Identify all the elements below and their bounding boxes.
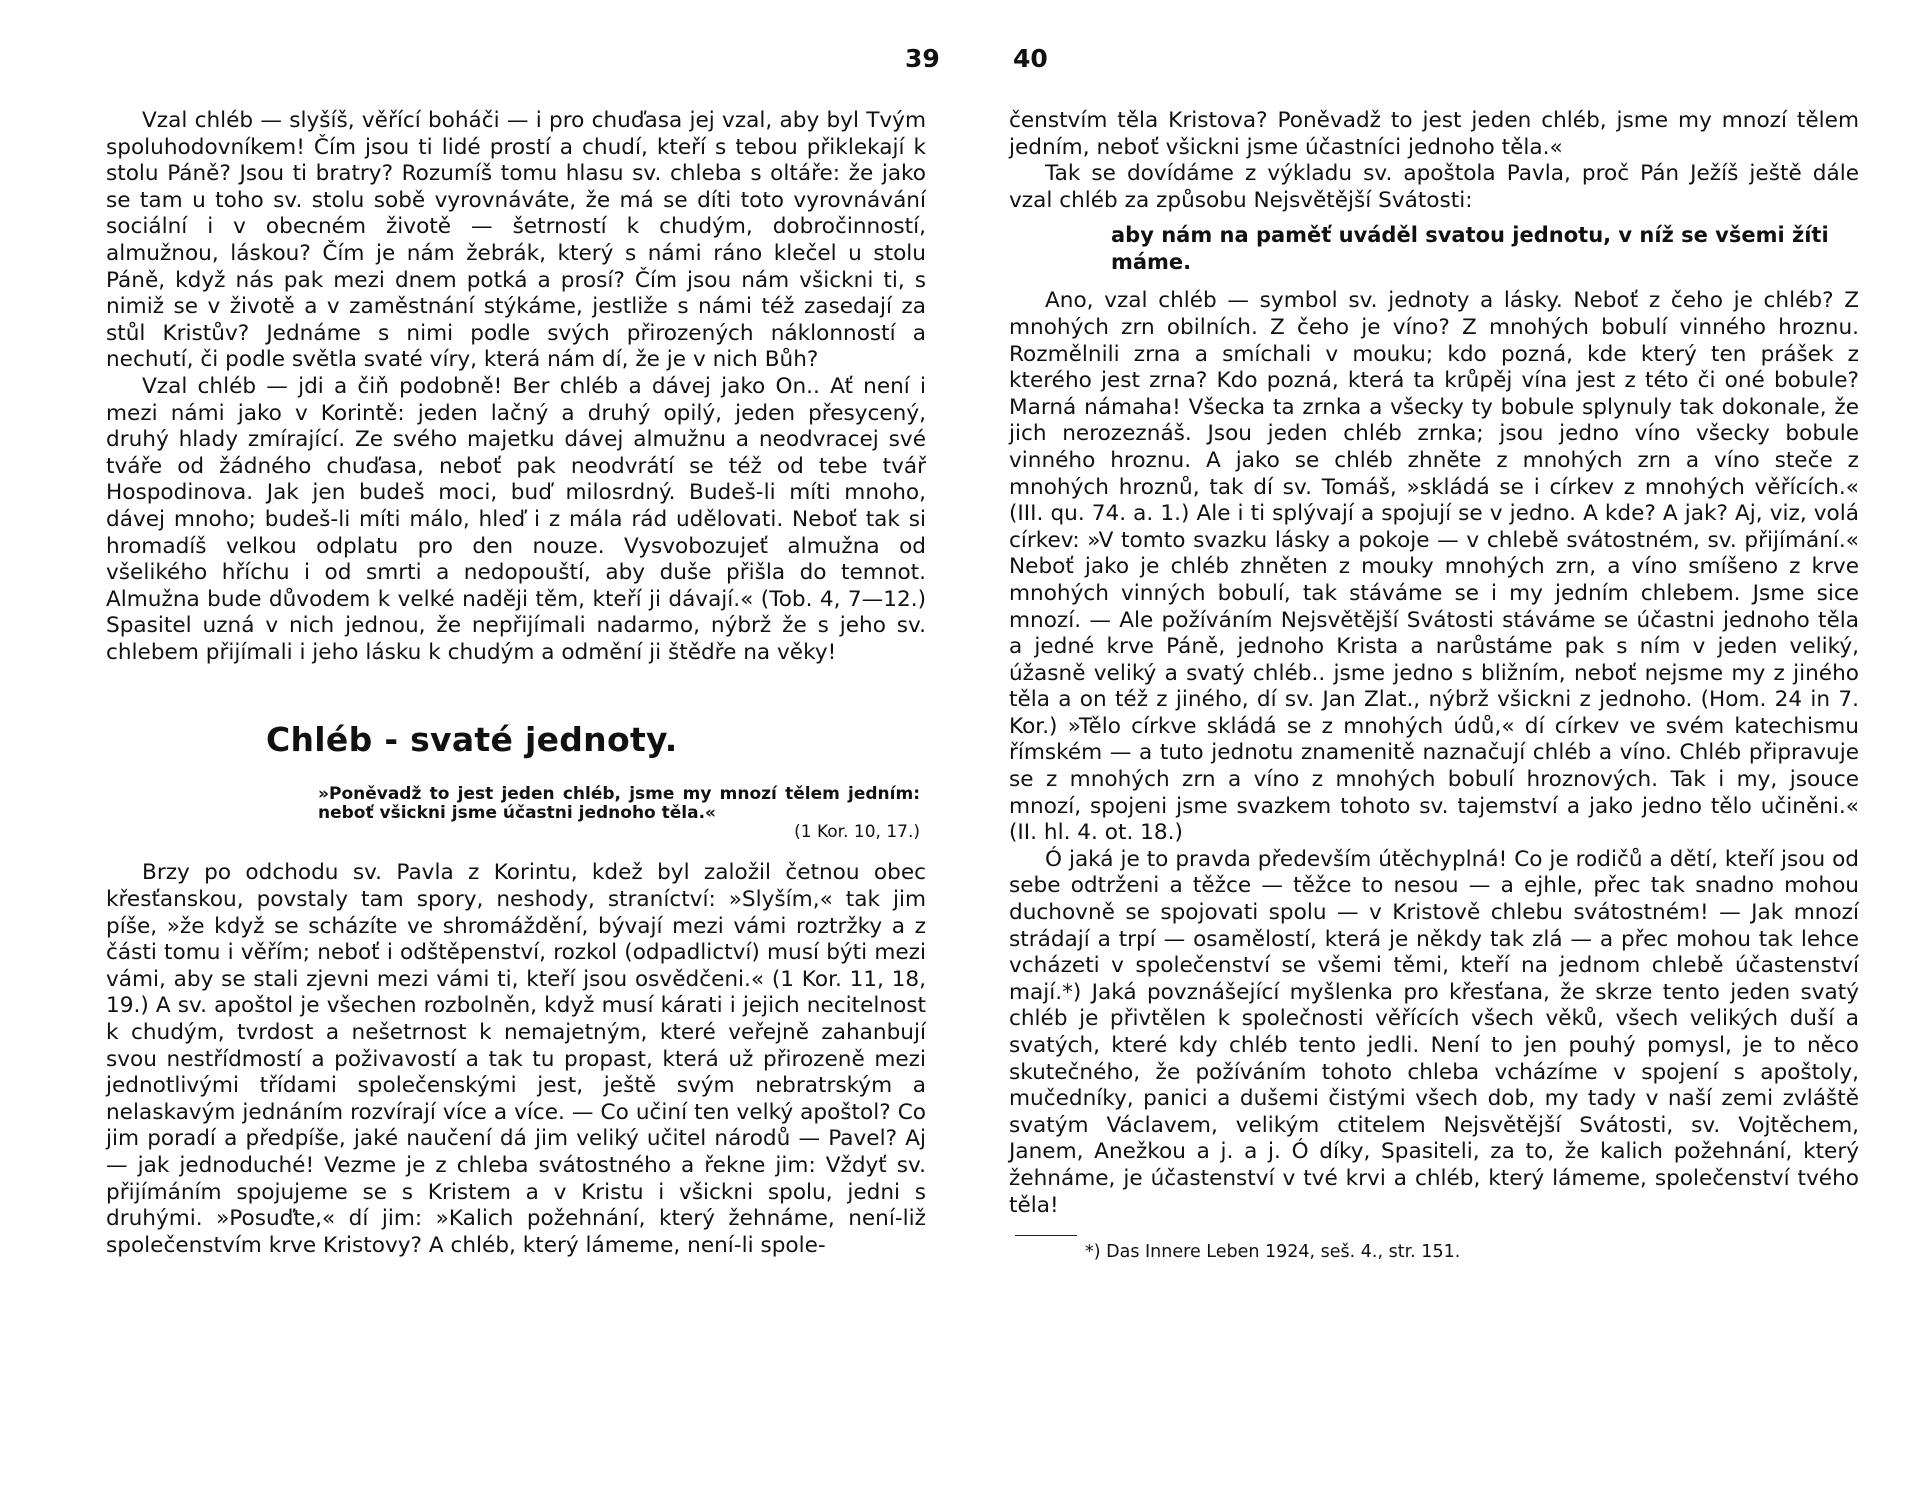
left-paragraph-3: Brzy po odchodu sv. Pavla z Korintu, kdež byl založil četnou obec křesťanskou, povstaly tam spory, neshody, straníctví: »Slyším,« tak jim píše, »že když se scházíte ve shromáždění, bývají mezi vámi roztržky a z části tomu i věřím; neboť i odštěpenství, rozkol (odpadlictví) musí býti mezi vámi, aby se stali zjevni mezi vámi ti, kteří jsou osvědčeni.« (1 Kor. 11, 18, 19.) A sv. apoštol je všechen rozbolněn, když musí kárati i jejich necitelnost k chudým, tvrdost a nešetrnost k nemajetným, které veřejně zahanbují svou nestřídmostí a poživavostí a tak tu propast, která už přirozeně mezi jednotlivými třídami společenskými jest, ještě svým nebratrským a nelaskavým jednáním rozvírají více a více. — Co učiní ten velký apoštol? Co jim poradí a předpíše, jaké naučení dá jim veliký učitel národů — Pavel? Aj — jak jednoduché! Vezme je z chleba svátostného a řekne jim: Vždyť sv. přijímáním spojujeme se s Kristem a v Kristu i všickni spolu, jedni s druhými. »Posuďte,« dí jim: »Kalich požehnání, který žehnáme, není-liž společenstvím krve Kristovy? A chléb, který lámeme, není-li spole- [106, 860, 926, 1258]
motto-text: »Poněvadž to jest jeden chléb, jsme my mnozí tělem jedním: neboť všickni jsme účastni jednoho těla.« [318, 784, 920, 824]
motto-reference: (1 Kor. 10, 17.) [794, 822, 920, 843]
page-number-left: 39 [905, 44, 940, 73]
motto-quote [318, 785, 920, 842]
section-title: Chléb - svaté jednoty. [266, 720, 678, 760]
right-text-column [1009, 108, 1859, 1262]
left-paragraph-2: Vzal chléb — jdi a čiň podobně! Ber chléb a dávej jako On.. Ať není i mezi námi jako v Korintě: jeden lačný a druhý opilý, jeden přesycený, druhý hlady zmírající. Ze svého majetku dávej almužnu a neodvracej své tváře od žádného chuďasa, neboť pak neodvrátí se též od tebe tvář Hospodinova. Jak jen budeš moci, buď milosrdný. Budeš-li míti mnoho, dávej mnoho; budeš-li míti málo, hleď i z mála rád udělovati. Neboť tak si hromadíš velkou odplatu pro den nouze. Vysvobozujeť almužna od všelikého hříchu i od smrti a nedopouští, aby duše přišla do temnot. Almužna bude důvodem k velké naději těm, kteří ji dávají.« (Tob. 4, 7—12.) Spasitel uzná v nich jednou, že nepřijímali nadarmo, nýbrž že s jeho sv. chlebem přijímali i jeho lásku k chudým a odmění ji štědře na věky! [106, 373, 926, 665]
footnote-divider [1015, 1235, 1077, 1236]
right-paragraph-4: Ó jaká je to pravda především útěchyplná! Co je rodičů a dětí, kteří jsou od sebe odtrženi a těžce — těžce to nesou — a ejhle, přec tak snadno mohou duchovně se spojovati spolu — v Kristově chlebu svátostném! — Jak mnozí strádají a trpí — osamělostí, která je někdy tak zlá — a přec mohou tak lehce vcházeti v společenství se všemi těmi, kteří na jednom chlebě účastenství mají.*) Jaká povznášející myšlenka pro křesťana, že skrze tento jeden svatý chléb je přivtělen k společnosti věřících všech věků, všech velikých duší a svatých, které kdy chléb tento jedli. Není to jen pouhý pomysl, je to něco skutečného, že požíváním tohoto chleba vcházíme v spojení s apoštoly, mučedníky, panici a dušemi čistými všech dob, my tady v naší zemi zvláště svatým Václavem, velikým ctitelem Nejsvětější Svátosti, sv. Vojtěchem, Janem, Anežkou a j. a j. Ó díky, Spasiteli, za to, že kalich požehnání, který žehnáme, je účastenství v tvé krvi a chléb, který lámeme, společenství tvého těla! [1009, 846, 1859, 1218]
page-number-right: 40 [1013, 44, 1048, 73]
right-paragraph-3: Ano, vzal chléb — symbol sv. jednoty a lásky. Neboť z čeho je chléb? Z mnohých zrn obilních. Z čeho je víno? Z mnohých bobulí vinného hroznu. Rozmělnili zrna a smíchali v mouku; kdo pozná, kde který ten prášek z kterého jest zrna? Kdo pozná, která ta krůpěj vína jest z této či oné bobule? Marná námaha! Všecka ta zrnka a všecky ty bobule splynuly tak dokonale, že jich nerozeznáš. Jsou jeden chléb zrnka; jsou jedno víno všecky bobule vinného hroznu. A jako se chléb zhněte z mnohých zrn a víno steče z mnohých hroznů, tak dí sv. Tomáš, »skládá se i církev z mnohých věřících.« (III. qu. 74. a. 1.) Ale i ti splývají a spojují se v jedno. A kde? A jak? Aj, viz, volá církev: »V tomto svazku lásky a pokoje — v chlebě svátostném, sv. přijímání.« Neboť jako je chléb zhněten z mouky mnohých zrn, a víno smíšeno z krve mnohých vinných bobulí, tak stáváme se i my jedním chlebem. Jsme sice mnozí. — Ale požíváním Nejsvětější Svátosti stáváme se účastni jednoho těla a jedné krve Páně, jednoho Krista a narůstáme pak s ním v jeden veliký, úžasně veliký a svatý chléb.. jsme jedno s bližním, neboť nejsme my z jiného těla a on též z jiného, dí sv. Jan Zlat., nýbrž všickni z jednoho. (Hom. 24 in 7. Kor.) »Tělo církve skládá se z mnohých údů,« dí církev ve svém katechismu římském — a tuto jednotu znamenitě naznačují chléb a víno. Chléb připravuje se z mnohých zrn a víno z mnohých bobulí hroznových. Tak i my, jsouce mnozí, spojeni jsme svazkem tohoto sv. tajemství a jako jedno tělo učiněni.« (II. hl. 4. ot. 18.) [1009, 288, 1859, 846]
left-paragraph-1: Vzal chléb — slyšíš, věřící boháči — i pro chuďasa jej vzal, aby byl Tvým spoluhodovníkem! Čím jsou ti lidé prostí a chudí, kteří s tebou přiklekají k stolu Páně? Jsou ti bratry? Rozumíš tomu hlasu sv. chleba s oltáře: že jako se tam u toho sv. stolu sobě vyrovnáváte, že má se díti toto vyrovnávání sociální i v obecném životě — šetrností k chudým, dobročinností, almužnou, láskou? Čím je nám žebrák, který s námi ráno klečel u stolu Páně, když nás pak mezi dnem potká a prosí? Čím jsou nám všickni ti, s nimiž se v životě a v zaměstnání stýkáme, jestliže s námi též zasedají za stůl Kristův? Jednáme s nimi podle svých přirozených náklonností a nechutí, či podle světla svaté víry, která nám dí, že je v nich Bůh? [106, 108, 926, 373]
right-paragraph-1: čenstvím těla Kristova? Poněvadž to jest jeden chléb, jsme my mnozí tělem jedním, neboť všickni jsme účastníci jednoho těla.« [1009, 108, 1859, 160]
emphasis-statement: aby nám na paměť uváděl svatou jednotu, v níž se všemi žíti máme. [1111, 223, 1829, 275]
right-page [964, 0, 1928, 1500]
right-paragraph-2: Tak se dovídáme z výkladu sv. apoštola Pavla, proč Pán Ježíš ještě dále vzal chléb za způsobu Nejsvětější Svátosti: [1009, 161, 1859, 213]
footnote: *) Das Innere Leben 1924, seš. 4., str. 151. [1085, 1242, 1461, 1263]
left-text-column [106, 108, 926, 1259]
